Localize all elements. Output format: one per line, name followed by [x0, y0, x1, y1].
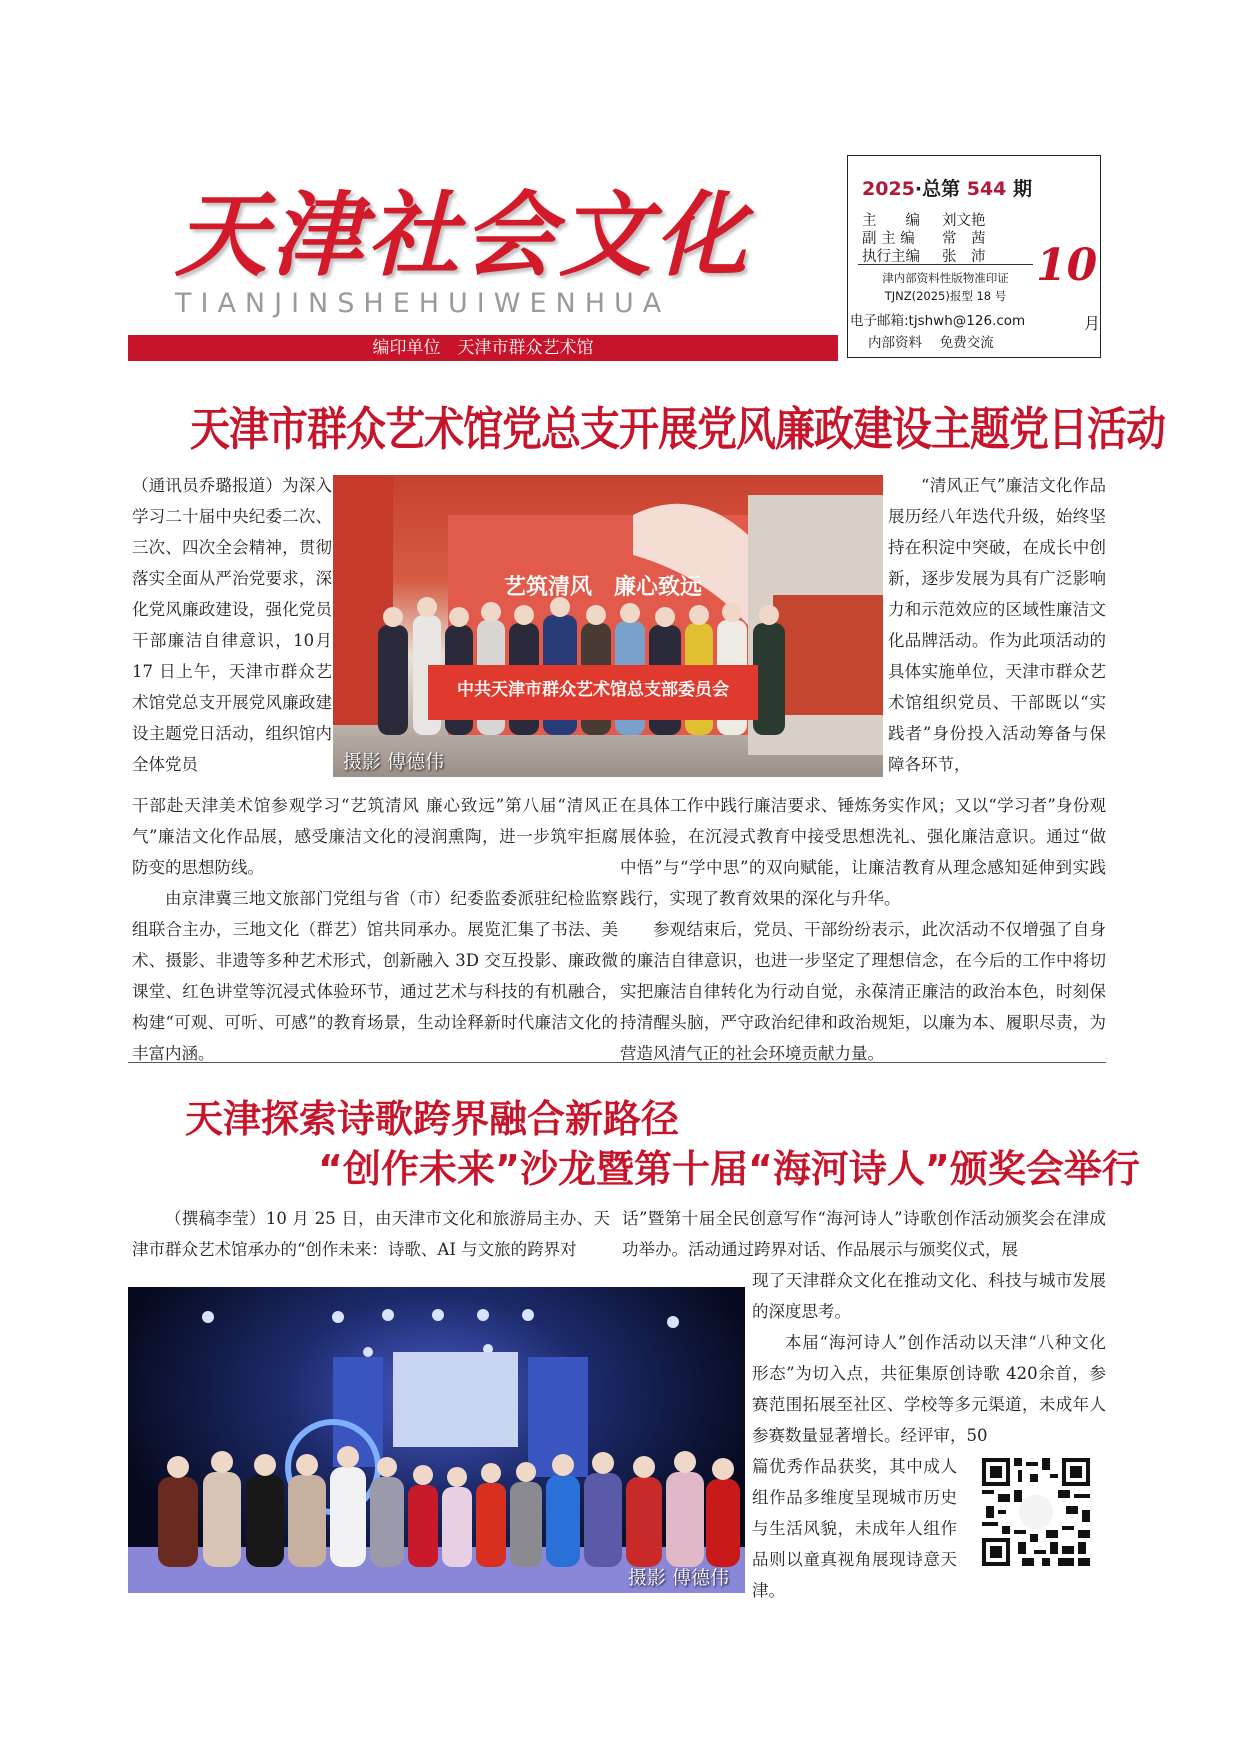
issue-suffix: 期 — [1013, 178, 1033, 200]
article2-paragraph: 话”暨第十届全民创意写作“海河诗人”诗歌创作活动颁奖会在津成功举办。活动通过跨界对话、作品展示与颁奖仪式，展 — [622, 1209, 1106, 1259]
award-photo-illustration — [128, 1287, 745, 1593]
article1-paragraph: 由京津冀三地文旅部门党组与省（市）纪委监委派驻纪检监察组联合主办，三地文化（群艺）馆共同承办。展览汇集了书法、美术、摄影、非遗等多种艺术形式，创新融入 3D 交互投影、廉政微课堂、红色讲堂等沉浸式体验环节，通过艺术与科技的有机融合，构建“可观、可听、可感”的教育场景，生动诠释新时代廉洁文化的丰富内涵。 — [132, 889, 618, 1063]
article2-right-column — [752, 1265, 1106, 1451]
editor-name: 常 茜 — [942, 231, 986, 247]
article1-paragraph: 干部赴天津美术馆参观学习“艺筑清风 廉心致远”第八届“清风正气”廉洁文化作品展，感受廉洁文化的浸润熏陶，进一步筑牢拒腐防变的思想防线。 — [132, 796, 618, 877]
article2-headline-line1: 天津探索诗歌跨界融合新路径 — [185, 1097, 680, 1141]
publisher-bar: 编印单位 天津市群众艺术馆 — [128, 335, 838, 361]
photo-wall-text: 艺筑清风 廉心致远 — [503, 575, 702, 600]
free-exchange-note: 内部资料 免费交流 — [868, 335, 994, 351]
email: 电子邮箱:tjshwh@126.com — [850, 313, 1026, 329]
article1-paragraph: 参观结束后，党员、干部纷纷表示，此次活动不仅增强了自身的廉洁自律意识，也进一步坚定了理想信念，在今后的工作中将切实把廉洁自律转化为行动自觉，永葆清正廉洁的政治本色，时刻保持清醒头脑，严守政治纪律和政治规矩，以廉为本、履职尽责，为营造风清气正的社会环境贡献力量。 — [620, 920, 1106, 1063]
article2-paragraph: 篇优秀作品获奖，其中成人组作品多维度呈现城市历史与生活风貌，未成年人组作品则以童真视角展现诗意天津。 — [752, 1457, 957, 1600]
info-divider — [858, 264, 1033, 265]
license-text: 津内部资料性版物准印证 — [882, 271, 1009, 285]
editor-role: 执行主编 — [862, 249, 920, 265]
group-photo-illustration — [333, 475, 883, 777]
article1-right-paragraph: “清风正气”廉洁文化作品展历经八年迭代升级，始终坚持在积淀中突破，在成长中创新，逐步发展为具有广泛影响力和示范效应的区域性廉洁文化品牌活动。作为此项活动的具体实施单位，天津市群众艺术馆组织党员、干部既以“实践者”身份投入活动筹备与保障各环节， — [888, 476, 1106, 774]
article2-right-narrow-column — [752, 1451, 957, 1606]
month-label: 月 — [1084, 314, 1101, 333]
issue-info-box — [847, 155, 1101, 358]
article2-photo — [128, 1287, 745, 1593]
issue-total: 544 — [966, 178, 1007, 200]
article2-photo-caption: 摄影 傅德伟 — [628, 1567, 730, 1589]
photo-banner-text: 中共天津市群众艺术馆总支部委员会 — [457, 680, 729, 700]
article2-headline-line2: “创作未来”沙龙暨第十届“海河诗人”颁奖会举行 — [318, 1147, 1140, 1191]
month-number: 10 — [1036, 240, 1098, 291]
masthead-pinyin: TIANJINSHEHUIWENHUA — [175, 288, 671, 319]
editor-name: 刘文艳 — [942, 213, 986, 229]
qr-code-icon — [982, 1458, 1090, 1566]
article2-lead-paragraph: （撰稿李莹）10 月 25 日，由天津市文化和旅游局主办、天津市群众艺术馆承办的“创作未来：诗歌、AI 与文旅的跨界对 — [132, 1209, 610, 1259]
article2-paragraph: 本届“海河诗人”创作活动以天津“八种文化形态”为切入点，共征集原创诗歌 420余首，参赛范围拓展至社区、学校等多元渠道，未成年人参赛数量显著增长。经评审，50 — [752, 1333, 1106, 1445]
article1-bottom-right — [620, 790, 1106, 1069]
editor-name: 张 沛 — [942, 249, 986, 265]
issue-prefix: ·总第 — [914, 178, 961, 200]
article1-headline: 天津市群众艺术馆党总支开展党风廉政建设主题党日活动 — [190, 402, 1165, 457]
article1-photo-caption: 摄影 傅德伟 — [343, 751, 445, 773]
editor-role: 主 编 — [862, 213, 920, 229]
editor-row — [862, 245, 986, 266]
article1-lead-paragraph: （通讯员乔璐报道）为深入学习二十届中央纪委二次、三次、四次全会精神，贯彻落实全面从严治党要求，深化党风廉政建设，强化党员干部廉洁自律意识，10月 17 日上午，天津市群众艺术馆党总支开展党风廉政建设主题党日活动，组织馆内全体党员 — [132, 476, 332, 774]
article1-right-column — [888, 470, 1106, 780]
editor-role: 副 主 编 — [862, 231, 915, 247]
section-divider — [128, 1062, 1106, 1063]
article1-photo — [333, 475, 883, 777]
license-number: TJNZ(2025)报型 18 号 — [884, 289, 1007, 303]
article1-bottom-left — [132, 790, 618, 1069]
issue-number — [862, 174, 1032, 201]
masthead-logo-title: 天津社会文化 — [175, 181, 752, 289]
issue-year: 2025 — [862, 178, 915, 200]
article2-top-left — [132, 1203, 610, 1265]
article2-top-right — [622, 1203, 1106, 1265]
article1-paragraph: 在具体工作中践行廉洁要求、锤炼务实作风；又以“学习者”身份观展体验，在沉浸式教育中接受思想洗礼、强化廉洁意识。通过“做中悟”与“学中思”的双向赋能，让廉洁教育从理念感知延伸到实践践行，实现了教育效果的深化与升华。 — [620, 796, 1106, 908]
article2-paragraph: 现了天津群众文化在推动文化、科技与城市发展的深度思考。 — [752, 1271, 1106, 1321]
article1-left-column — [132, 470, 332, 780]
